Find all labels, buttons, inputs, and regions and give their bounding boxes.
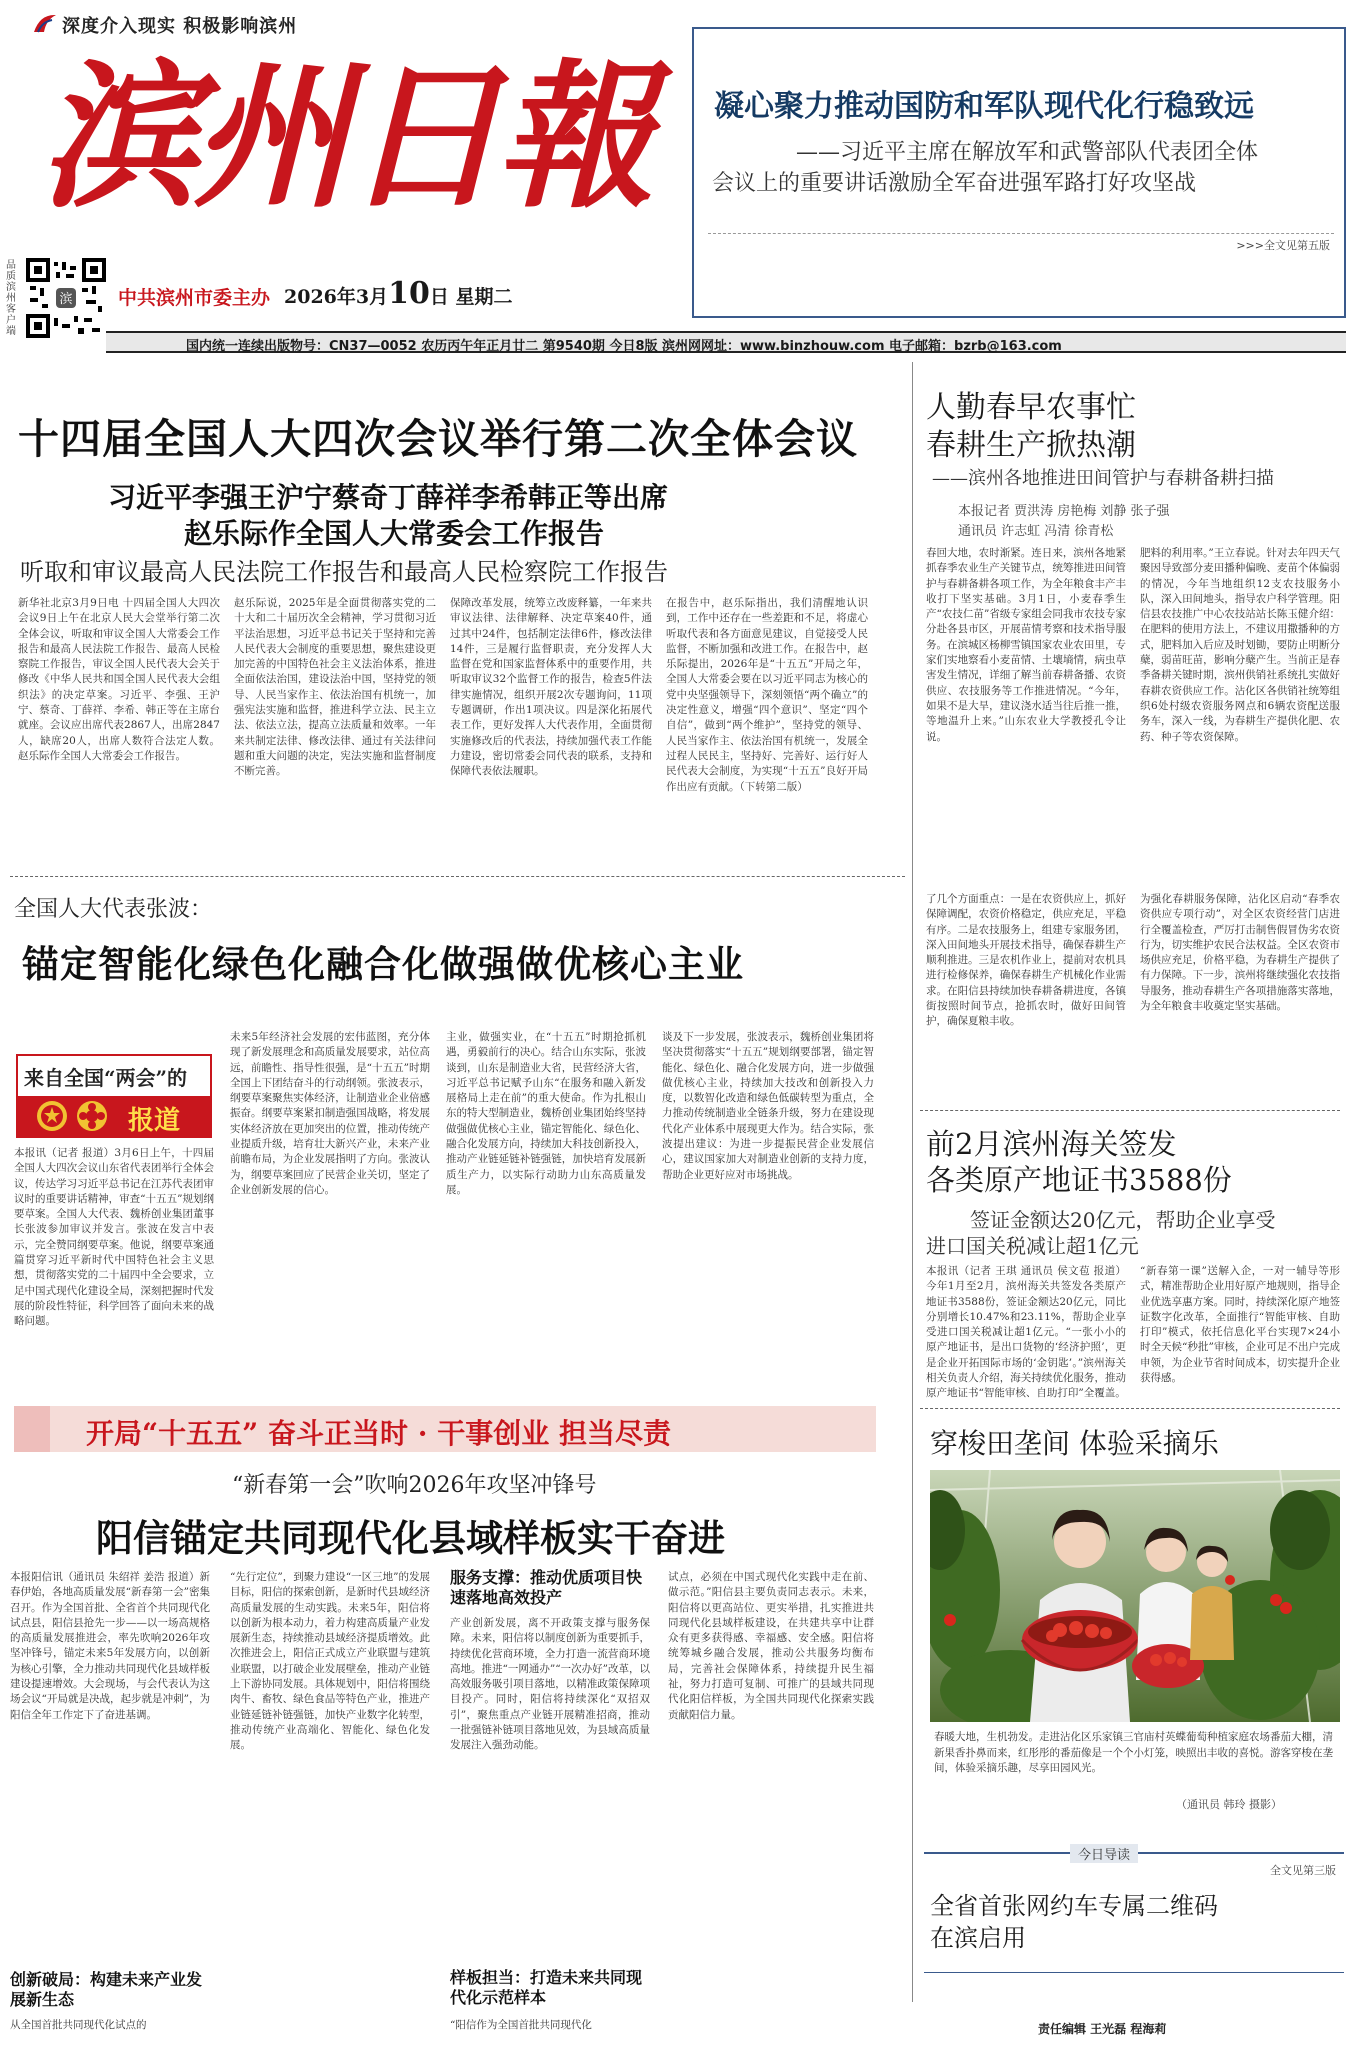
banner-text: 开局“十五五” 奋斗正当时 · 干事创业 担当尽责 (86, 1417, 671, 1450)
section3-col-2: “先行定位”，到聚力建设“一区三地”的发展目标，阳信的探索创新，是新时代县域经济高质量发展的生动实践。未来5年，阳信将以创新为根本动力，着力构建高质量产业发展新生态，持续推动县域经济提质增效。此次推进会上，阳信正式成立产业联盟与建筑业联盟，以打破企业发展壁垒，推动产业链上下游协同发展。具体规划中，阳信将围绕肉牛、畜牧、绿色食品等特色产业，推进产业链延链补链强链，加快产业数字化转型，推动传统产业高端化、智能化、绿色化发展。 (230, 1571, 430, 1752)
section2-col-3: 主业，做强实业，在“十五五”时期抢抓机遇，勇毅前行的决心。结合山东实际，张波谈到，山东是制造业大省，民营经济大省，习近平总书记赋予山东“在服务和融入新发展格局上走在前”的重大使命。作为扎根山东的特大型制造业，魏桥创业集团始终坚持做强做优核心主业，锚定智能化、绿色化、融合化发展方向，持续加大科技创新投入，推动产业链延链补链强链，加快培育发展新质生产力，以实际行动助力山东高质量发展。 (446, 1031, 646, 1196)
top-right-title[interactable]: 凝心聚力推动国防和军队现代化行稳致远 (714, 89, 1254, 124)
right-top-title-2[interactable]: 春耕生产掀热潮 (926, 428, 1136, 463)
section3-col1-head: 创新破局：构建未来产业发展新生态 (10, 1970, 203, 2009)
section3-kicker: “新春第一会”吹响2026年攻坚冲锋号 (232, 1473, 597, 1498)
lead-subtitle-1: 习近平李强王沪宁蔡奇丁薛祥李希韩正等出席 (108, 481, 669, 514)
section2-title[interactable]: 锚定智能化绿色化融合化做强做优核心主业 (22, 942, 744, 986)
photo-title[interactable]: 穿梭田垄间 体验采摘乐 (930, 1427, 1219, 1460)
guide-bottom-line (924, 1972, 1344, 1973)
section3-col1-tail: 从全国首批共同现代化试点的 (10, 2019, 147, 2031)
lead-col-4: 在报告中，赵乐际指出，我们清醒地认识到，工作中还存在一些差距和不足，将虚心听取代表和各方面意见建议，自觉接受人民监督，不断加强和改进工作。在报告中，赵乐际提出，2026年是“十五五”开局之年，全国人大常委会要在以习近平同志为核心的党中央坚强领导下，深刻领悟“两个确立”的决定性意义，增强“四个意识”、坚定“四个自信”，做到“两个维护”，坚持党的领导、人民当家作主、依法治国有机统一，发展全过程人民民主，坚持好、完善好、运行好人民代表大会制度，为实现“十五五”良好开局作出应有贡献。（下转第二版） (666, 597, 868, 793)
badge-line-2: 报道 (128, 1106, 181, 1136)
emblem-icon (36, 1100, 68, 1132)
section3-title[interactable]: 阳信锚定共同现代化县域样板实干奋进 (96, 1516, 725, 1560)
top-right-feature-box (692, 27, 1346, 318)
section3 (0, 1456, 905, 2052)
section3-col3-head: 服务支撑：推动优质项目快速落地高效投产 (450, 1568, 643, 1607)
right-top-col-3: 了几个方面重点：一是在农资供应上，抓好保障调配，农资价格稳定，供应充足，平稳有序。二是农技服务上，组建专家服务团，深入田间地头开展技术指导，确保春耕生产顺利推进。三是农机作业上，提前对农机具进行检修保养，确保春耕生产机械化作业需求。在阳信县持续加快春耕备耕进度，各镇街按照时间节点，抢抓农时，做好田间管护，确保夏粮丰收。 (926, 893, 1126, 1028)
lead-story (0, 362, 905, 872)
issue-date-month: 2026年3月 (284, 286, 389, 308)
issue-date-day: 10 (388, 276, 430, 311)
todays-guide (920, 1842, 1346, 2046)
two-sessions-badge (16, 1054, 212, 1138)
section2-divider (10, 876, 905, 877)
lead-col-1: 新华社北京3月9日电 十四届全国人大四次会议9日上午在北京人民大会堂举行第二次全体会议，听取和审议全国人大常委会工作报告和最高人民法院工作报告、最高人民检察院工作报告，审议全国人民代表大会关于修改《中华人民共和国全国人民代表大会组织法》的决定草案。习近平、李强、王沪宁、蔡奇、丁薛祥、李希、韩正等在主席台就座。会议应出席代表2867人，出席2847人，缺席20人，出席人数符合法定人数。赵乐际作全国人大常委会工作报告。 (18, 597, 220, 762)
section3-col-1: 本报阳信讯（通讯员 朱绍祥 姜浩 报道）新春伊始，各地高质量发展“新春第一会”密集召开。作为全国首批、全省首个共同现代化试点县，阳信县抢先一步——以一场高规格的高质量发展推进会，率先吹响2026年攻坚冲锋号，锚定未来5年发展方向，以创新为核心引擎，全力推动共同现代化县域样板建设提速增效。大会现场，与会代表认为这场会议“开局就是决战，起步就是冲刺”，为阳信全年工作定下了奋进基调。 (10, 1571, 210, 1721)
top-right-divider (708, 233, 1334, 234)
issue-date-weekday: 日 星期二 (429, 286, 513, 308)
right-mid-col-1: 本报讯（记者 王琪 通讯员 侯文苞 报道）今年1月至2月，滨州海关共签发各类原产地证书3588份，签证金额达20亿元，同比分别增长10.47%和23.11%，帮助企业享受进口国关税减让超1亿元。“一张小小的原产地证书，是出口货物的‘经济护照’，更是企业开拓国际市场的‘金钥匙’。”滨州海关相关负责人介绍，海关持续优化服务，推动原产地证书“智能审核、自助打印”全覆盖。 (926, 1265, 1126, 1400)
photo-story (920, 1412, 1346, 1842)
top-right-more-link[interactable]: >>>全文见第五版 (1236, 239, 1330, 252)
right-top-title-1[interactable]: 人勤春早农事忙 (926, 390, 1136, 425)
right-mid-col-2: “新春第一课”送解入企，一对一辅导等形式，精准帮助企业用好原产地规则，指导企业优选享惠方案。同时，持续深化原产地签证数字化改革，全面推行“智能审核、自助打印”模式，依托信息化平台实现7×24小时全天候“秒批”审核，企业可足不出户完成申领，为企业节省时间成本，切实提升企业获得感。 (1140, 1265, 1340, 1385)
right-mid-story (920, 1114, 1346, 1404)
right-top-col-1: 春回大地，农时渐紧。连日来，滨州各地紧抓春季农业生产关键节点，统筹推进田间管护与春耕备耕各项工作，为全年粮食丰产丰收打下坚实基础。3月1日，小麦春季生产“农技仁苗”省级专家组会同我市农技专家分赴各县市区，开展苗情考察和技术指导服务。在滨城区杨柳雪镇国家农业农田里，专家们实地察看小麦苗情、土壤墒情，病虫草害发生情况，详细了解当前春耕备播、农资供应、农技服务等工作推进情况。“今年，如果不是大旱，建议浇水适当往后推一推，等地温升上来。”山东农业大学教授孔令让说。 (926, 547, 1126, 743)
guide-label: 今日导读 (1070, 1844, 1138, 1863)
section3-col-3: 产业创新发展，离不开政策支撑与服务保障。未来，阳信将以制度创新为重要抓手，持续优化营商环境，全力打造一流营商环境高地。推进“一网通办”“一次办好”改革，以高效服务吸引项目落地，以精准政策保障项目投产。同时，阳信将持续深化“双招双引”，聚焦重点产业链开展精准招商，推动一批强链补链项目落地见效，为县域高质量发展注入强劲动能。 (450, 1617, 650, 1752)
issue-date (284, 276, 512, 311)
lead-subtitle-2: 赵乐际作全国人大常委会工作报告 (184, 517, 605, 550)
section2-kicker: 全国人大代表张波： (14, 897, 213, 922)
right-top-col-2: 肥料的利用率。”王立春说。针对去年四天气聚因导致部分麦田播种偏晚、麦苗个体偏弱的情况，今年当地组织12支农技服务小队，深入田间地头，指导农户科学管理。阳信县农技推广中心农技站站长陈玉健介绍：在肥料的使用方法上，不建议用撒播种的方式，肥料加入后应及时划锄，要防止明断分蘖，弱苗旺苗，影响分蘖产生。当前正是春季备耕关键时期，滨州供销社系统扎实做好春耕农资供应工作。沾化区各供销社统筹组织6处村级农资服务网点和6辆农资配送服务车，深入一线，为春耕生产提供化肥、农药、种子等农资保障。 (1140, 547, 1340, 743)
badge-line-1: 来自全国“两会”的 (24, 1066, 188, 1090)
right-top-story (920, 362, 1346, 1122)
sponsor: 中共滨州市委主办 (118, 287, 271, 309)
slogan-flag-icon (32, 12, 58, 34)
right-top-byline-1: 本报记者 贾洪涛 房艳梅 刘静 张子强 (958, 504, 1170, 519)
top-right-subtitle-2: 会议上的重要讲话激励全军奋进强军路打好攻坚战 (712, 171, 1197, 196)
right-top-byline-2: 通讯员 许志虹 冯清 徐青松 (958, 524, 1114, 539)
newspaper-logo: 滨州日報 (40, 45, 648, 230)
guide-more-link[interactable]: 全文见第三版 (1270, 1864, 1336, 1877)
section3-col3-tail: “阳信作为全国首批共同现代化 (450, 2019, 592, 2031)
photo-credit: （通讯员 韩玲 摄影） (1176, 1798, 1282, 1811)
right-mid-subtitle-1: 签证金额达20亿元，帮助企业享受 (970, 1208, 1276, 1232)
lead-title[interactable]: 十四届全国人大四次会议举行第二次全体会议 (18, 415, 858, 463)
top-right-subtitle-1: ——习近平主席在解放军和武警部队代表团全体 (796, 140, 1259, 165)
banner (14, 1406, 876, 1452)
right-top-col-4: 为强化春耕服务保障，沾化区启动“春季农资供应专项行动”，对全区农资经营门店进行全覆盖检查，严厉打击制售假冒伪劣农资行为，切实维护农民合法权益。全区农资市场供应充足，价格平稳，为春耕生产提供了有力保障。下一步，滨州将继续强化农技指导服务，推动春耕生产各项措施落实落地，为全年粮食丰收奠定坚实基础。 (1140, 893, 1340, 1013)
qr-label: 品质滨州客户端 (6, 260, 16, 337)
section2-col-4: 谈及下一步发展，张波表示，魏桥创业集团将坚决贯彻落实“十五五”规划纲要部署，锚定智能化、绿色化、融合化发展方向，进一步做强做优核心主业，持续加大技改和创新投入力度，以数智化改造和绿色低碳转型为重点，全力推动传统制造业全链条升级，努力在建设现代化产业体系中展现更大作为。结合实际，张波提出建议：为进一步提振民营企业发展信心，建议国家加大对制造业创新的支持力度，帮助企业更好应对市场挑战。 (662, 1031, 874, 1181)
section2 (0, 880, 905, 1400)
qr-code-icon (26, 258, 106, 338)
tomato-picking-photo[interactable] (930, 1470, 1340, 1722)
right-mid-title-1[interactable]: 前2月滨州海关签发 (926, 1127, 1177, 1161)
masthead (0, 0, 1349, 354)
main-column-divider (912, 362, 913, 2002)
right-divider-1 (920, 1110, 1340, 1111)
section3-col3-head-2: 样板担当：打造未来共同现代化示范样本 (450, 1968, 643, 2007)
right-top-subtitle: ——滨州各地推进田间管护与春耕备耕扫描 (932, 468, 1274, 489)
info-line: 国内统一连续出版物号：CN37—0052 农历丙午年正月廿二 第9540期 今日8版 滨州网网址：www.binzhouw.com 电子邮箱：bzrb@163.com (186, 339, 1062, 354)
photo-caption: 春暖大地，生机勃发。走进沾化区乐家镇三官庙村英蝶葡萄种植家庭农场番茄大棚，清新果香扑鼻而来，红彤彤的番茄像是一个个小灯笼，映照出丰收的喜悦。游客穿梭在垄间，体验采摘乐趣，尽享田园风光。 (934, 1731, 1333, 1774)
right-mid-title-2[interactable]: 各类原产地证书3588份 (926, 1163, 1232, 1197)
slogan: 深度介入现实 积极影响滨州 (62, 16, 298, 37)
banner-left-accent (14, 1406, 50, 1452)
section3-col-4: 试点，必须在中国式现代化实践中走在前、做示范。”阳信县主要负责同志表示。未来，阳信将以更高站位、更实举措，扎实推进共同现代化县域样板建设，在共建共享中让群众有更多获得感、幸福感、安全感。阳信将统筹城乡融合发展，推动公共服务均衡布局，完善社会保障体系，持续提升民生福祉，努力打造可复制、可推广的县域共同现代化阳信样板，为全国共同现代化探索实践贡献阳信力量。 (668, 1571, 874, 1721)
svg-text:滨: 滨 (59, 292, 73, 307)
guide-line-1[interactable]: 全省首张网约车专属二维码 (930, 1892, 1218, 1920)
right-divider-2 (920, 1408, 1340, 1409)
section2-col-2: 未来5年经济社会发展的宏伟蓝图，充分体现了新发展理念和高质量发展要求，站位高远，前瞻性、指导性很强，是“十五五”时期全国上下团结奋斗的行动纲领。张波表示，纲要草案聚焦实体经济，让制造业企业倍感振奋。纲要草案紧扣制造强国战略，将发展实体经济放在更加突出的位置，推动传统产业提质升级，培育壮大新兴产业，未来产业前瞻布局，为企业发展指明了方向。张波认为，纲要草案回应了民营企业关切，坚定了企业创新发展的信心。 (230, 1031, 430, 1196)
flower-icon (76, 1100, 108, 1132)
guide-line-2[interactable]: 在滨启用 (930, 1924, 1026, 1952)
section2-col-1: 本报讯（记者 报道）3月6日上午，十四届全国人大四次会议山东省代表团举行全体会议，传达学习习近平总书记在江苏代表团审议时的重要讲话精神，审查“十五五”规划纲要草案。全国人大代表、魏桥创业集团董事长张波参加审议并发言。张波在发言中表示，完全赞同纲要草案。他说，纲要草案通篇贯穿习近平新时代中国特色社会主义思想，贯彻落实党的二十届四中全会要求，立足中国式现代化建设全局，深刻把握时代发展的阶段性特征，科学回答了面向未来的战略问题。 (14, 1147, 214, 1328)
lead-col-3: 保障改革发展，统筹立改废释纂，一年来共审议法律、法律解释、决定草案40件，通过其中24件，包括制定法律6件，修改法律14件，三是履行监督职责，充分发挥人大监督在党和国家监督体系中的重要作用，共听取审议32个监督工作的报告，检查5件法律实施情况，组织开展2次专题询问，11项专题调研，作出1项决议。四是深化拓展代表工作，更好发挥人大代表作用，全面贯彻实施修改后的代表法，持续加强代表工作能力建设，密切常委会同代表的联系，支持和保障代表依法履职。 (450, 597, 652, 778)
right-mid-subtitle-2: 进口国关税减让超1亿元 (926, 1234, 1139, 1258)
lead-col-2: 赵乐际说，2025年是全面贯彻落实党的二十大和二十届历次全会精神，学习贯彻习近平法治思想，习近平总书记关于坚持和完善人民代表大会制度的重要思想，聚焦建设更加完善的中国特色社会主义法治体系，推进全面依法治国，建设法治中国，坚持党的领导、人民当家作主、依法治国有机统一，加强宪法实施和监督，推进科学立法、民主立法、依法立法，提高立法质量和效率。一年来共制定法律、修改法律、通过有关法律问题和重大问题的决定，宪法实施和监督制度不断完善。 (234, 597, 436, 778)
lead-subtitle-3: 听取和审议最高人民法院工作报告和最高人民检察院工作报告 (20, 558, 668, 586)
info-bar (106, 331, 1346, 353)
editors-credit: 责任编辑 王光磊 程海莉 (1038, 2022, 1167, 2036)
